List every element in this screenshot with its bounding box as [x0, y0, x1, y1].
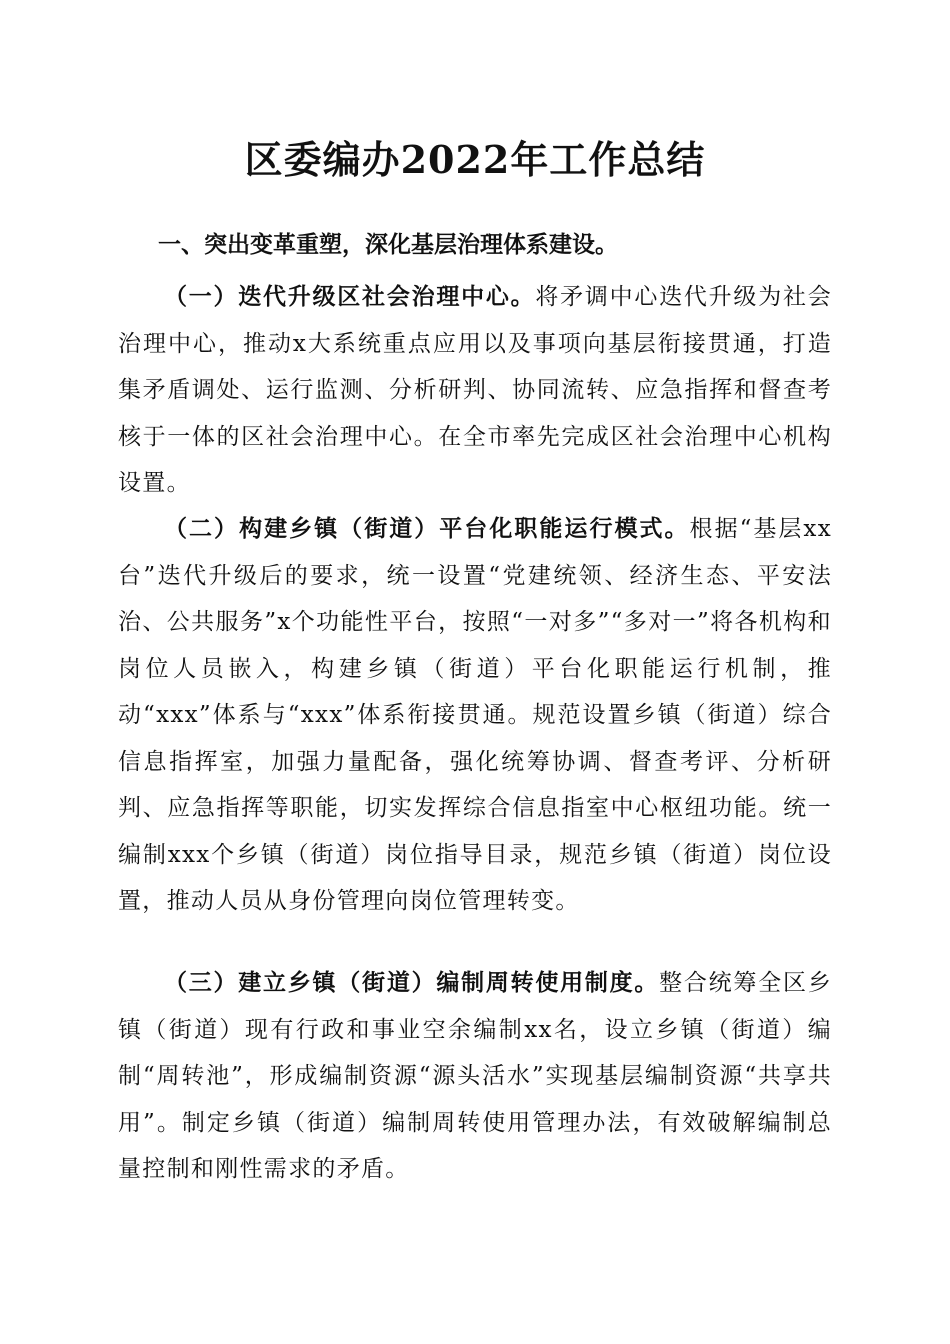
paragraph-3-body: 整合统筹全区乡镇（街道）现有行政和事业空余编制xx名，设立乡镇（街道）编制“周转池”，形成编制资源“源头活水”实现基层编制资源“共享共用”。制定乡镇（街道）编制周转使用管理办法，有效破解编制总量控制和刚性需求的矛盾。 [118, 970, 833, 1182]
paragraph-3 [118, 960, 832, 1193]
document-title: 区委编办2022年工作总结 [244, 137, 706, 182]
section-heading: 一、突出变革重塑，深化基层治理体系建设。 [158, 232, 618, 258]
paragraph-2-lead: （二）构建乡镇（街道）平台化职能运行模式。 [164, 516, 690, 542]
paragraph-2-body: 根据“基层xx台”迭代升级后的要求，统一设置“党建统领、经济生态、平安法治、公共服务”x个功能性平台，按照“一对多”“多对一”将各机构和岗位人员嵌入，构建乡镇（街道）平台化职能运行机制，推动“xxx”体系与“xxx”体系衔接贯通。规范设置乡镇（街道）综合信息指挥室，加强力量配备，强化统筹协调、督查考评、分析研判、应急指挥等职能，切实发挥综合信息指室中心枢纽功能。统一编制xxx个乡镇（街道）岗位指导目录，规范乡镇（街道）岗位设置，推动人员从身份管理向岗位管理转变。 [118, 516, 832, 914]
paragraph-1-lead: （一）迭代升级区社会治理中心。 [164, 284, 536, 310]
paragraph-1 [118, 274, 832, 507]
paragraph-3-lead: （三）建立乡镇（街道）编制周转使用制度。 [164, 970, 660, 996]
paragraph-1-body: 将矛调中心迭代升级为社会治理中心，推动x大系统重点应用以及事项向基层衔接贯通，打造集矛盾调处、运行监测、分析研判、协同流转、应急指挥和督查考核于一体的区社会治理中心。在全市率先完成区社会治理中心机构设置。 [118, 284, 833, 496]
paragraph-2 [118, 506, 832, 925]
